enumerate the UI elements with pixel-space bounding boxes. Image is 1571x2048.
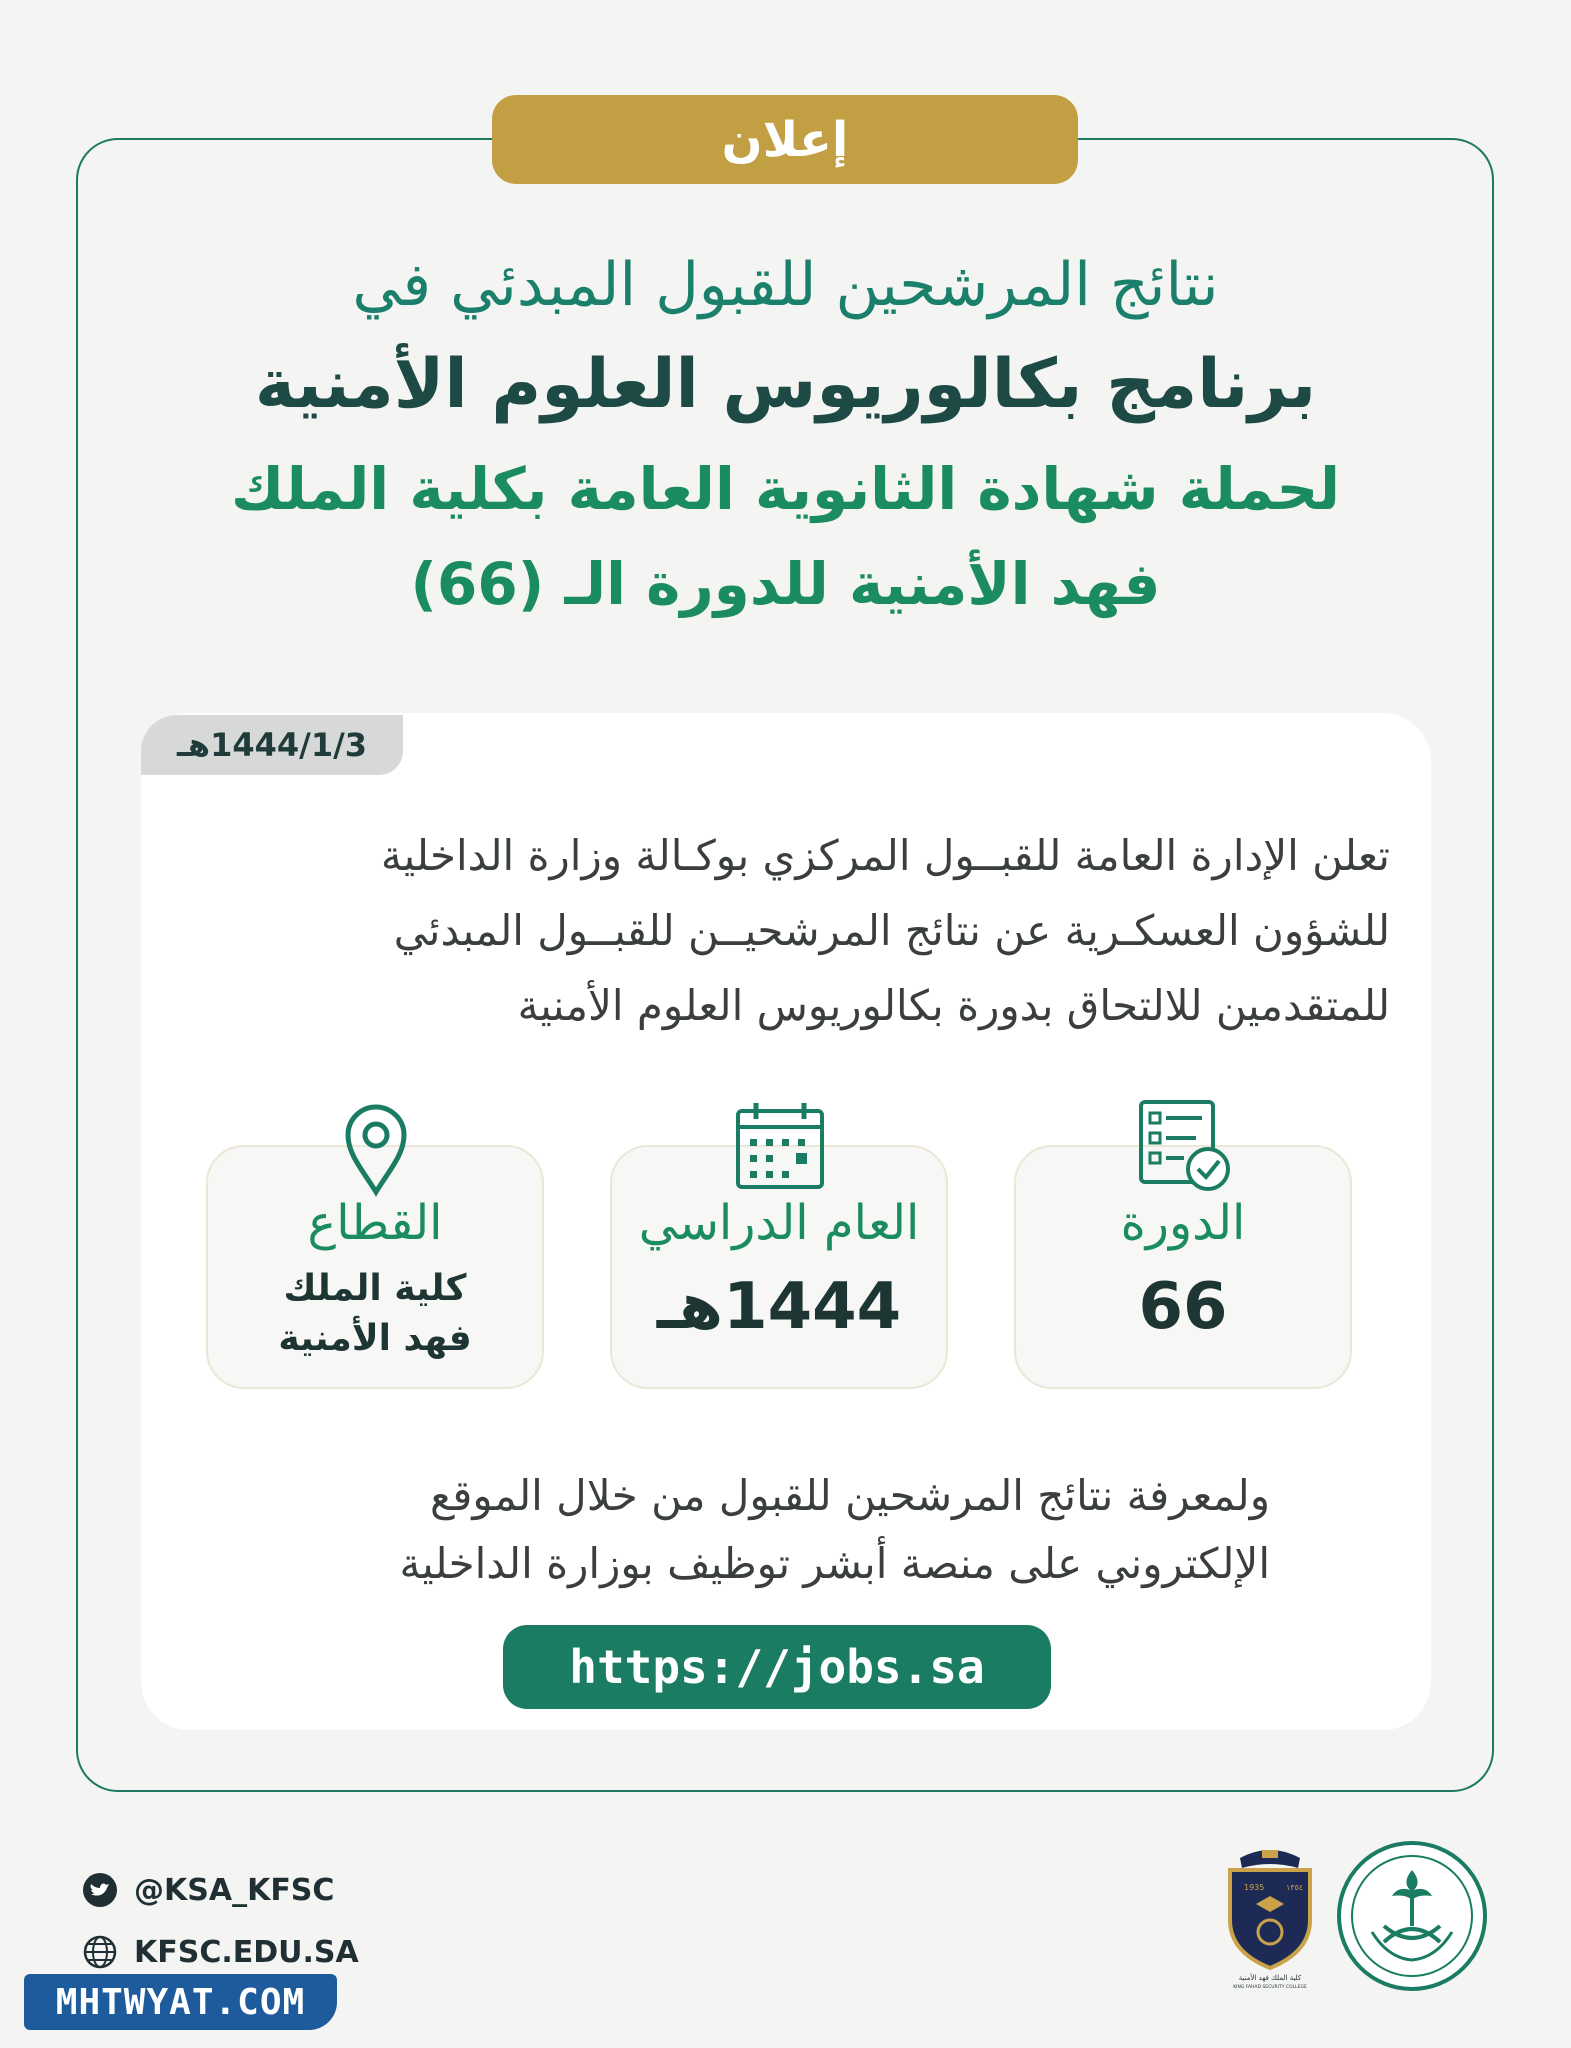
title-line-4: فهد الأمنية للدورة الـ (66): [410, 550, 1161, 618]
title-line-1: نتائج المرشحين للقبول المبدئي في: [352, 250, 1219, 320]
intro-line: للشؤون العسكـرية عن نتائج المرشحيــن للقبــول المبدئي: [393, 906, 1390, 955]
more-info-line: ولمعرفة نتائج المرشحين للقبول من خلال الموقع: [429, 1471, 1270, 1520]
more-info-line: الإلكتروني على منصة أبشر توظيف بوزارة الداخلية: [399, 1539, 1270, 1588]
stat-label-sector: القطاع: [307, 1195, 443, 1251]
calendar-icon: [730, 1097, 830, 1197]
website-link[interactable]: [82, 1934, 359, 1970]
stat-label-course: الدورة: [1120, 1195, 1246, 1251]
location-pin-icon: [326, 1097, 426, 1197]
stat-value-course: 66: [1138, 1270, 1228, 1344]
stat-value-year: 1444هـ: [656, 1270, 902, 1344]
title-line-3: لحملة شهادة الثانوية العامة بكلية الملك: [230, 455, 1341, 523]
website-text: KFSC.EDU.SA: [134, 1934, 359, 1970]
watermark: MHTWYAT.COM: [24, 1974, 337, 2030]
title-line-2: برنامج بكالوريوس العلوم الأمنية: [254, 345, 1317, 424]
college-logo-year: ١٣٥٤: [1286, 1883, 1304, 1892]
checklist-icon: [1136, 1097, 1236, 1197]
intro-line: للمتقدمين للالتحاق بدورة بكالوريوس العلوم الأمنية: [517, 981, 1390, 1030]
college-logo-caption-en: KING FAHAD SECURITY COLLEGE: [1233, 1985, 1307, 1990]
ministry-logo: [1336, 1840, 1488, 1992]
twitter-handle-text: @KSA_KFSC: [134, 1872, 335, 1908]
intro-line: تعلن الإدارة العامة للقبــول المركزي بوكـالة وزارة الداخلية: [380, 831, 1390, 880]
date-tab: 1444/1/3هـ: [141, 715, 403, 775]
stat-value-sector-line1: كلية الملك: [283, 1268, 467, 1309]
stat-value-sector-line2: فهد الأمنية: [278, 1318, 472, 1359]
twitter-handle[interactable]: [82, 1872, 334, 1908]
more-info-paragraph: [190, 1462, 1270, 1598]
college-logo-year: 1935: [1244, 1883, 1265, 1892]
announcement-badge: إعلان: [492, 95, 1078, 184]
college-logo-caption: كلية الملك فهد الأمنية: [1238, 1974, 1302, 1982]
college-logo: [1220, 1840, 1320, 1990]
globe-icon: [82, 1934, 118, 1970]
intro-paragraph: [190, 818, 1390, 1043]
jobs-url-link[interactable]: https://jobs.sa: [503, 1625, 1051, 1709]
twitter-icon: [82, 1872, 118, 1908]
stat-label-year: العام الدراسي: [638, 1195, 920, 1251]
